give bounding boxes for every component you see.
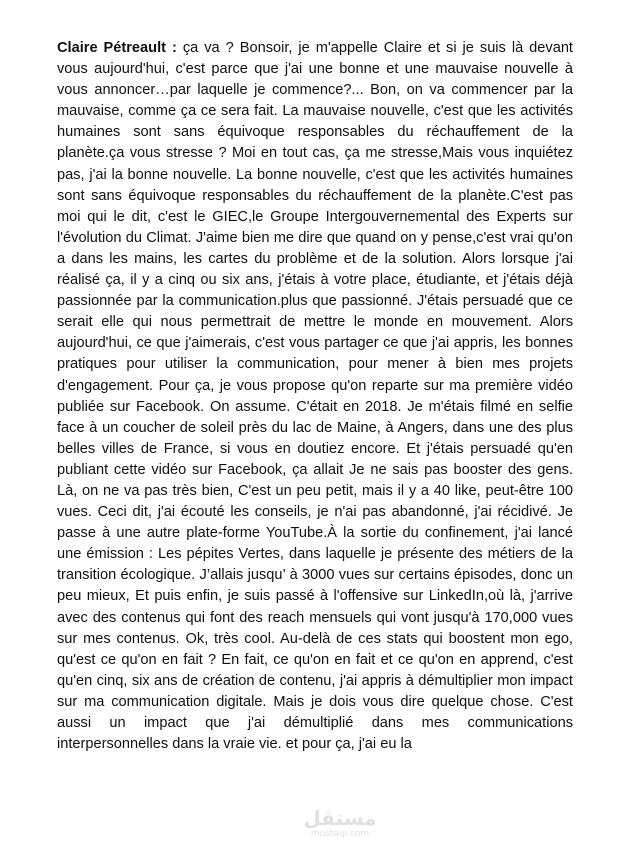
watermark-mark: مستقل xyxy=(303,806,377,830)
speaker-name: Claire Pétreault : xyxy=(57,40,177,56)
watermark-text: mostaql.com xyxy=(310,829,370,839)
transcript-body: ça va ? Bonsoir, je m'appelle Claire et si je suis là devant vous aujourd'hui, c'est parce que j'ai une bonne et une mauvaise nouvelle à vous annoncer…par laquelle je commence?... Bon, on va commencer par la mauvaise, comme ça ce sera fait. La mauvaise nouvelle, c'est que les activités humaines sont sans équivoque responsables du réchauffement de la planète.ça vous stresse ? Moi en tout cas, ça me stresse,Mais vous inquiétez pas, j'ai la bonne nouvelle. La bonne nouvelle, c'est que les activités humaines sont sans équivoque responsables du réchauffement de la planète.C'est pas moi qui le dit, c'est le GIEC,le Groupe Intergouvernemental des Experts sur l'évolution du Climat. J'aime bien me dire que quand on y pense,c'est vrai qu'on a dans les mains, les cartes du problème et de la solution. Alors lorsque j'ai réalisé ça, il y a cinq ou six ans, j'étais à votre place, étudiante, et j'étais déjà passionnée par la communication.plus que passionné. J'étais persuadé que ce serait elle qui nous permettrait de mettre le monde en mouvement. Alors aujourd'hui, ce que j'aimerais, c'est vous partager ce que j'ai appris, les bonnes pratiques pour utiliser la communication, pour mener à bien mes projets d'engagement. Pour ça, je vous propose qu'on reparte sur ma première vidéo publiée sur Facebook. On assume. C'était en 2018. Je m'étais filmé en selfie face à un coucher de soleil près du lac de Maine, à Angers, dans une des plus belles villes de France, si vous en doutiez encore. Et j'étais persuadé qu'en publiant cette vidéo sur Facebook, ça allait Je ne sais pas booster des gens. Là, on ne va pas très bien, C'est un peu petit, mais il y a 40 like, peut-être 100 vues. Ceci dit, j'ai écouté les conseils, je n'ai pas abandonné, j'ai récidivé. Je passe à une autre plate-forme YouTube.À la sortie du confinement, j'ai lancé une émission : Les pépites Vertes, dans laquelle je présente des métiers de la transition écologique. J’allais jusqu’ à 3000 vues sur certains épisodes, donc un peu mieux, Et puis enfin, je suis passé à l'offensive sur LinkedIn,où là, j'arrive avec des contenus qui font des reach mensuels qui vont jusqu'à 170,000 vues sur mes contenus. Ok, très cool. Au-delà de ces stats qui boostent mon ego, qu'est ce qu'on en fait ? En fait, ce qu'on en fait et ce qu'on en apprend, c'est qu'en cinq, six ans de création de contenu, j'ai appris à démultiplier mon impact sur ma communication digitale. Mais je dois vous dire quelque chose. C'est aussi un impact que j'ai démultiplié dans mes communications interpersonnelles dans la vraie vie. et pour ça, j'ai eu la xyxy=(57,40,573,753)
transcript-paragraph xyxy=(57,38,573,755)
watermark-logo xyxy=(300,808,380,839)
